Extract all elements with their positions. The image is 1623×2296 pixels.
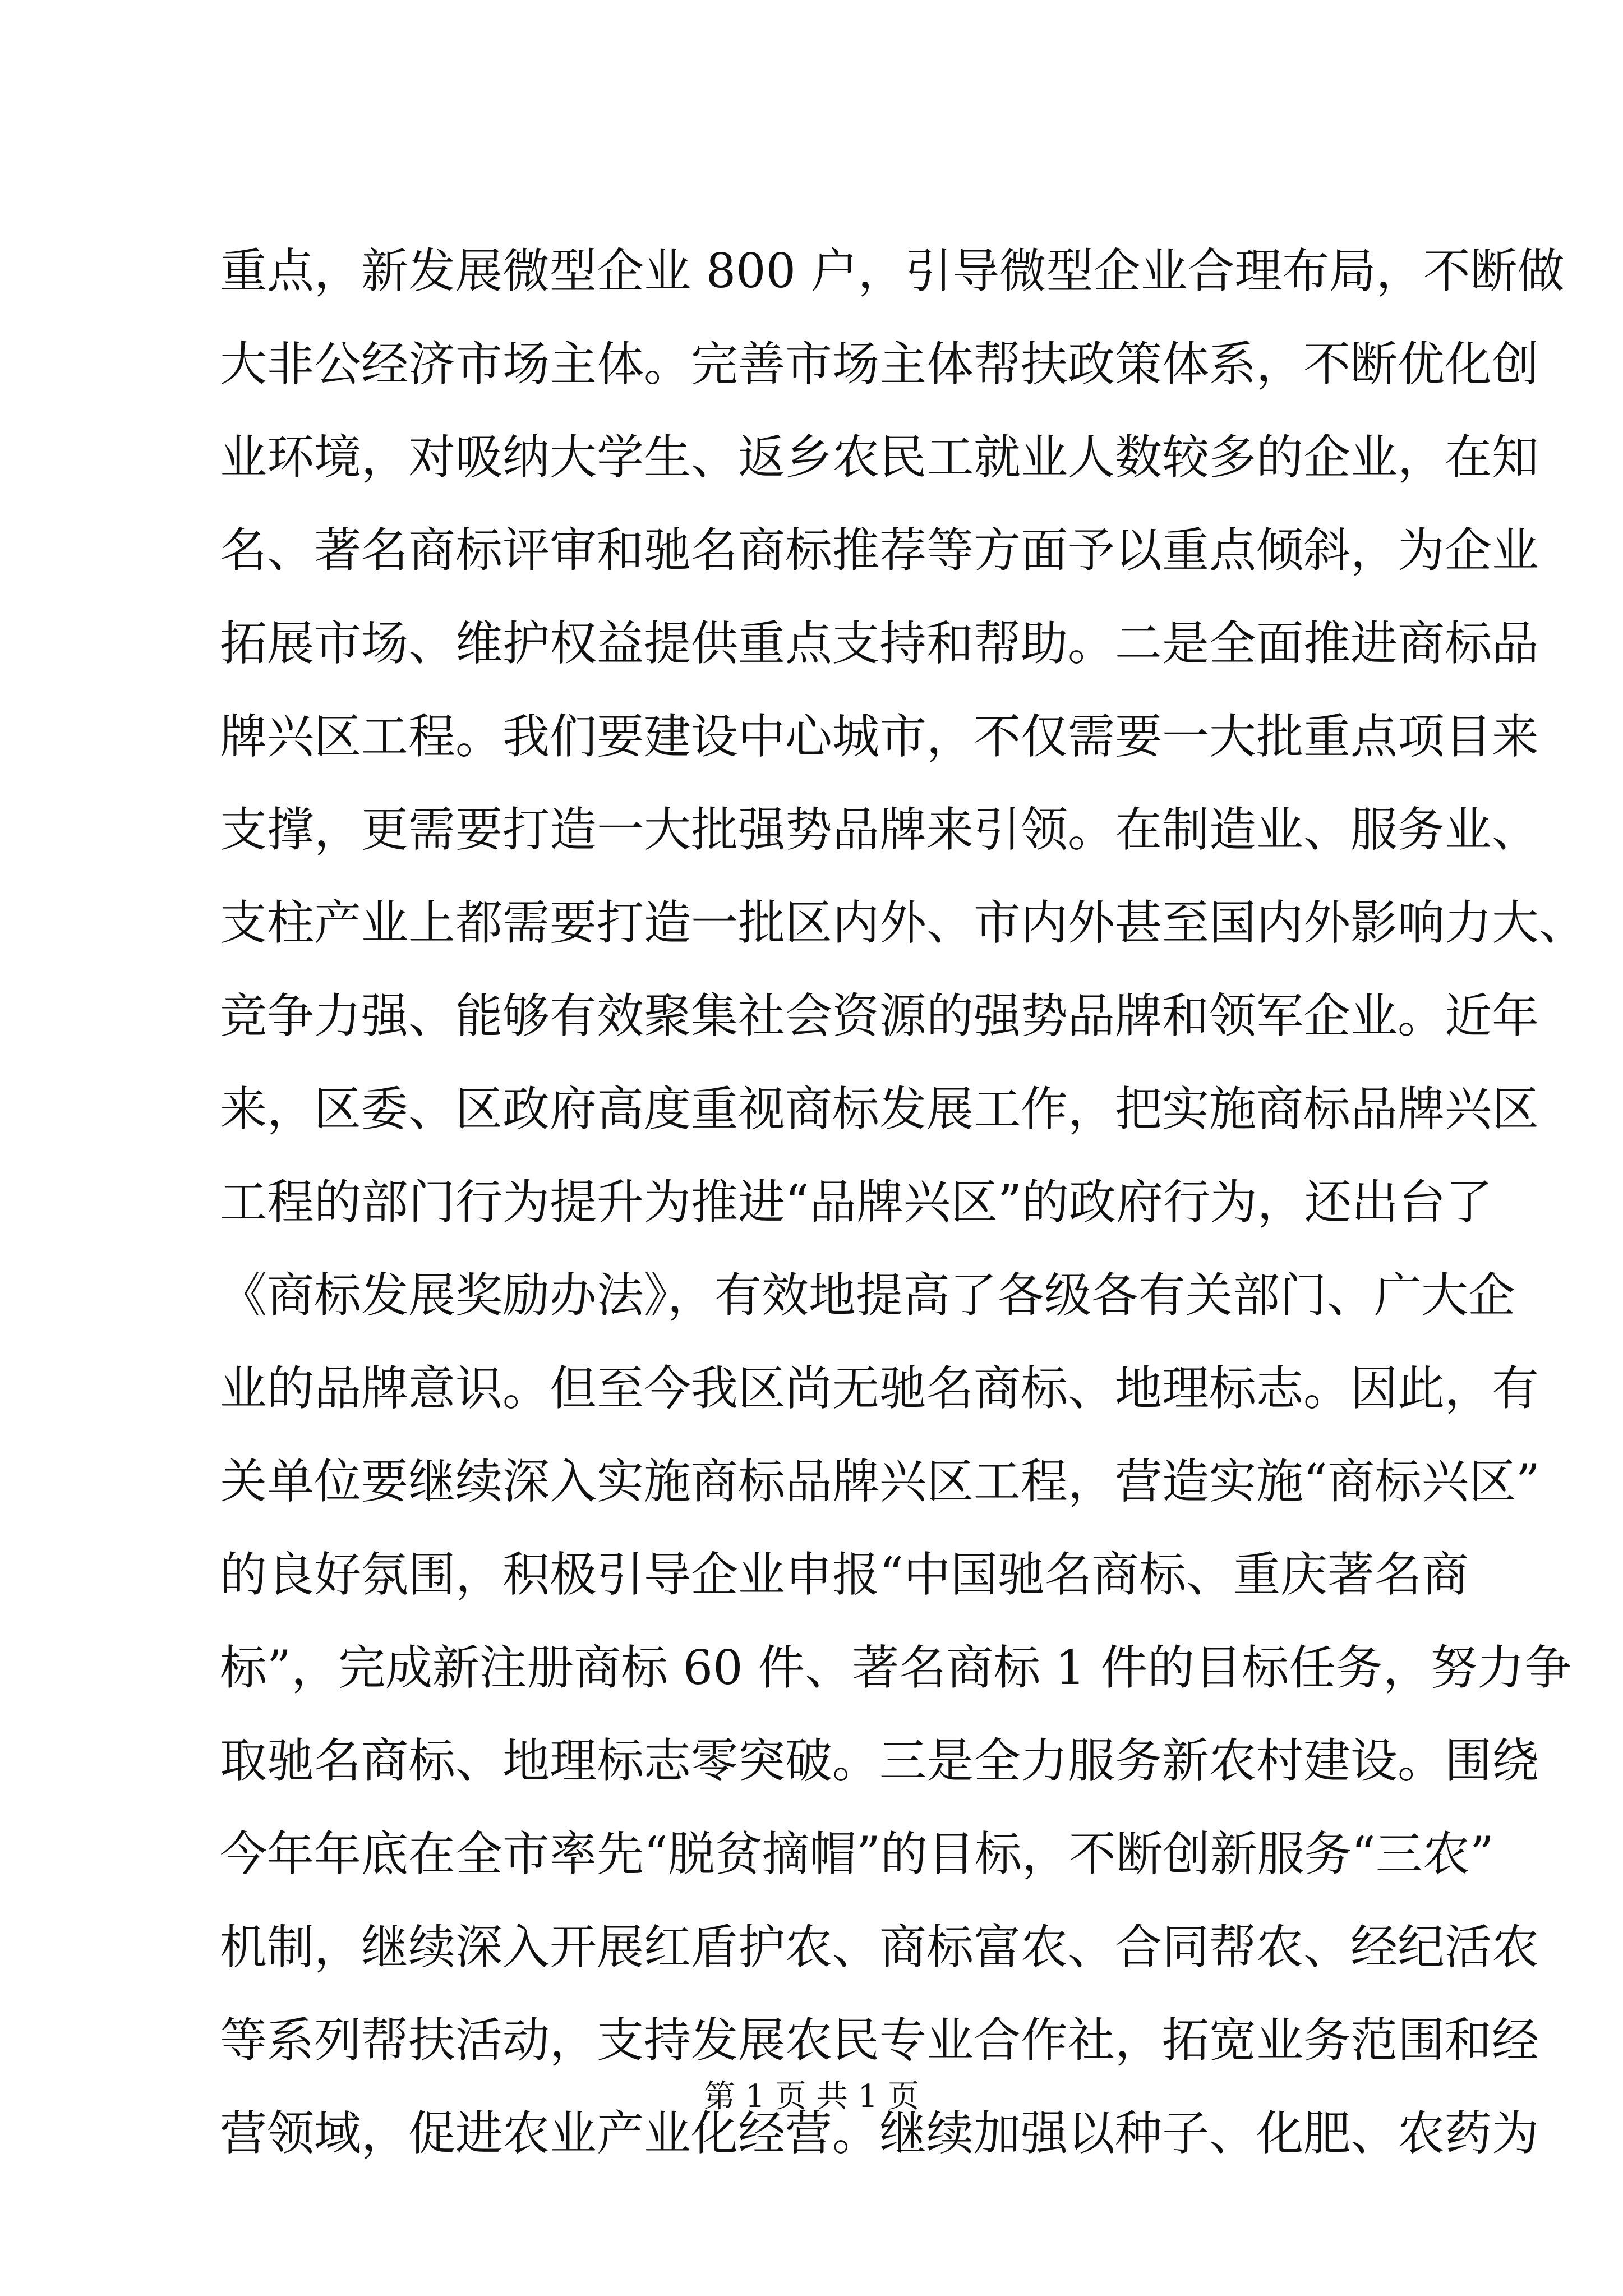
text-line: 大非公经济市场主体。完善市场主体帮扶政策体系，不断优化创 (220, 337, 1539, 392)
text-line: 名、著名商标评审和驰名商标推荐等方面予以重点倾斜，为企业 (220, 523, 1539, 578)
body-text (220, 224, 1587, 2180)
text-line: 的良好氛围，积极引导企业申报“中国驰名商标、重庆著名商 (220, 1547, 1469, 1602)
text-line: 等系列帮扶活动，支持发展农民专业合作社，拓宽业务范围和经 (220, 2013, 1539, 2068)
text-line: 支柱产业上都需要打造一批区内外、市内外甚至国内外影响力大、 (220, 895, 1587, 950)
text-line: 取驰名商标、地理标志零突破。三是全力服务新农村建设。围绕 (220, 1733, 1539, 1788)
text-line: 竞争力强、能够有效聚集社会资源的强势品牌和领军企业。近年 (220, 988, 1539, 1043)
page-footer: 第 1 页 共 1 页 (703, 2078, 920, 2115)
text-line: 重点，新发展微型企业 800 户，引导微型企业合理布局，不断做 (220, 243, 1565, 298)
text-line: 关单位要继续深入实施商标品牌兴区工程，营造实施“商标兴区” (220, 1454, 1540, 1509)
text-line: 营领域，促进农业产业化经营。继续加强以种子、化肥、农药为 (220, 2106, 1539, 2161)
text-line: 业的品牌意识。但至今我区尚无驰名商标、地理标志。因此，有 (220, 1361, 1539, 1416)
text-line: 标”，完成新注册商标 60 件、著名商标 1 件的目标任务，努力争 (220, 1640, 1572, 1695)
text-line: 《商标发展奖励办法》，有效地提高了各级各有关部门、广大企 (220, 1268, 1516, 1323)
text-line: 牌兴区工程。我们要建设中心城市，不仅需要一大批重点项目来 (220, 709, 1539, 764)
text-line: 今年年底在全市率先“脱贫摘帽”的目标，不断创新服务“三农” (220, 1826, 1494, 1881)
text-line: 工程的部门行为提升为推进“品牌兴区”的政府行为，还出台了 (220, 1175, 1493, 1230)
text-line: 来，区委、区政府高度重视商标发展工作，把实施商标品牌兴区 (220, 1082, 1539, 1137)
text-line: 拓展市场、维护权益提供重点支持和帮助。二是全面推进商标品 (220, 616, 1539, 671)
text-line: 支撑，更需要打造一大批强势品牌来引领。在制造业、服务业、 (220, 802, 1539, 857)
text-line: 业环境，对吸纳大学生、返乡农民工就业人数较多的企业，在知 (220, 430, 1539, 485)
text-line: 机制，继续深入开展红盾护农、商标富农、合同帮农、经纪活农 (220, 1920, 1539, 1975)
